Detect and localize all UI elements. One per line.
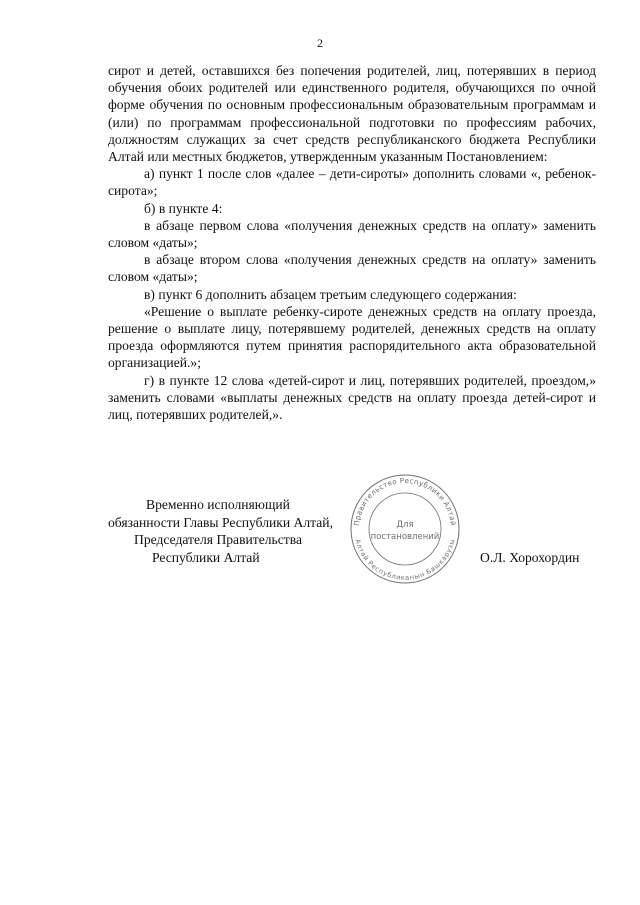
page-number: 2 — [317, 36, 323, 50]
paragraph-continuation: сирот и детей, оставшихся без попечения родителей, лиц, потерявших в период обучения обоих родителей или единственного родителя, обучающихся по очной форме обучения по основным профессиональным образовательным программам и (или) по программам профессиональной подготовки по профессиям рабочих, должностям служащих за счет средств республиканского бюджета Республики Алтай или местных бюджетов, утвержденным указанным Постановлением: — [108, 63, 596, 165]
svg-text:Правительство Республики Алтай — [352, 476, 458, 526]
paragraph-item-v: в) пункт 6 дополнить абзацем третьим следующего содержания: — [144, 286, 517, 302]
stamp-center-text: постановлений — [370, 532, 440, 542]
paragraph-second-subparagraph: в абзаце втором слова «получения денежных средств на оплату» заменить словом «даты»; — [108, 252, 596, 285]
svg-text:Алтай Республиканын Башкарузы — [353, 538, 456, 582]
paragraph-item-g: г) в пункте 12 слова «детей-сирот и лиц, потерявших родителей, проездом,» заменить словами «выплаты денежных средств на оплату проезда детей-сирот и лиц, потерявших родителей,». — [108, 372, 596, 423]
stamp-center-text: Для — [396, 520, 414, 530]
paragraph-quoted-addition: «Решение о выплате ребенку-сироте денежных средств на оплату проезда, решение о выплате лицу, потерявшему родителей, денежных средств на оплату проезда оформляются путем принятия распорядительного акта образовательной организацией.»; — [108, 303, 596, 371]
paragraph-item-b: б) в пункте 4: — [144, 200, 223, 216]
paragraph-first-subparagraph: в абзаце первом слова «получения денежных средств на оплату» заменить словом «даты»; — [108, 217, 596, 251]
signatory-position-line: Временно исполняющий — [146, 497, 290, 512]
signature-block — [0, 496, 640, 576]
signatory-position-line: Республики Алтай — [152, 549, 260, 565]
signatory-name: О.Л. Хорохордин — [480, 549, 580, 565]
signatory-position-line: обязанности Главы Республики Алтай, — [108, 514, 333, 530]
official-stamp — [348, 472, 462, 586]
document-body — [108, 62, 596, 423]
paragraph-item-a: а) пункт 1 после слов «далее – дети-сироты» дополнить словами «, ребенок-сирота»; — [108, 166, 596, 199]
signatory-position-line: Председателя Правительства — [134, 532, 302, 548]
stamp-ring-text-bottom: Алтай Республиканын Башкарузы — [353, 538, 457, 582]
stamp-ring-text-top: Правительство Республики Алтай — [352, 475, 458, 527]
